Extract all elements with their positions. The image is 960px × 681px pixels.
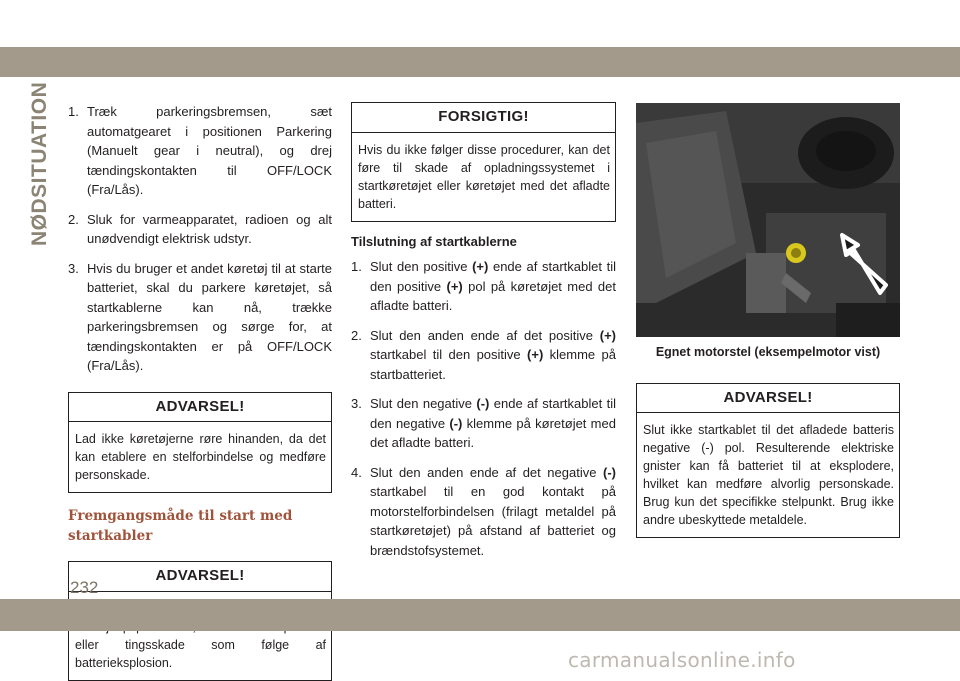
watermark: carmanualsonline.info [568,648,796,672]
warning-title: ADVARSEL! [637,384,899,414]
step-text: Sluk for varmeapparatet, radioen og alt unødvendigt elektrisk udstyr. [87,211,332,246]
warning-title: ADVARSEL! [69,562,331,592]
polarity-mark: (+) [527,347,544,362]
polarity-mark: (+) [446,278,463,294]
section-side-label: NØDSITUATION [28,81,51,246]
caution-box [351,102,616,222]
text-fragment: pol på køretøjet med det afladte batteri. [370,278,616,313]
text-fragment: klemme på køretøjet med det afladte batteri. [370,415,616,450]
text-fragment: Slut den positive [370,259,473,274]
step-text [370,326,616,385]
text-fragment: ende af startkablet til den positive [370,259,616,294]
step-number: 4. [351,464,362,480]
middle-column [351,102,616,570]
list-item [351,463,616,561]
polarity-mark: (+) [599,327,616,343]
text-fragment: klemme på startbatteriet. [370,347,616,382]
list-item [68,210,332,249]
warning-text: Slut ikke startkablet til det afladede batteris negative (-) pol. Resulterende elektriske gnister kan få batteriet til at eksplodere, hvilket kan medføre alvorlig personskade. Brug kun det specifikke stelpunkt. Brug ikke andre ubeskyttede metaldele. [643,423,894,527]
step-text: Træk parkeringsbremsen, sæt automatgearet i positionen Parkering (Manuelt gear i neutral), og drej tændingskontakten til OFF/LOCK (Fra/Lås). [87,104,332,197]
warning-title: ADVARSEL! [69,393,331,423]
photo-caption: Egnet motorstel (eksempelmotor vist) [655,345,881,359]
step-text [370,394,616,453]
warning-box [68,392,332,494]
step-number: 3. [351,396,362,411]
list-item [68,259,332,376]
warning-box [636,383,900,539]
list-item [351,326,616,385]
header-band [0,47,960,77]
engine-ground-photo [636,103,900,337]
step-text [370,463,616,561]
step-number: 2. [68,211,79,227]
right-column [636,103,900,538]
warning-text: eller tingsskade som følge af batterieksplosion. [75,637,326,670]
text-fragment: Slut den anden ende af det positive [370,327,600,343]
polarity-mark: (-) [603,464,616,480]
prep-steps-list [68,102,332,376]
step-number: 3. [68,260,79,276]
step-text [370,257,616,316]
section-subheading: Fremgangsmåde til start med startkabler [68,508,293,544]
section-subheading: Tilslutning af startkablerne [351,233,517,249]
list-item [351,257,616,316]
text-fragment: ende af startkablet til den negative [370,396,616,431]
step-text: Hvis du bruger et andet køretøj til at starte batteriet, skal du parkere køretøjet, så startkablerne kan nå, trække parkeringsbremsen og sørge for, at tændingskontakten er på OFF/LOCK (Fra/Lås). [87,260,332,373]
list-item [351,394,616,453]
caution-title: FORSIGTIG! [352,103,615,133]
footer-band [0,599,960,631]
caution-text: Hvis du ikke følger disse procedurer, kan det føre til skade af opladningssystemet i startkøretøjet eller køretøjet med det afladte batteri. [358,142,610,211]
connect-steps-list [351,257,616,560]
text-fragment: Slut den negative [370,396,477,411]
list-item [68,102,332,200]
polarity-mark: (-) [476,396,490,411]
warning-text: Lad ikke køretøjerne røre hinanden, da det kan etablere en stelforbindelse og medføre personskade. [75,432,326,482]
text-fragment: Slut den anden ende af det negative [370,464,603,480]
page-number: 232 [70,578,99,597]
step-number: 2. [351,327,362,343]
step-number: 1. [351,259,362,274]
step-number: 1. [68,104,79,119]
text-fragment: startkabel til den positive [370,347,528,362]
left-column [68,102,332,681]
polarity-mark: (+) [472,259,489,274]
text-fragment: startkabel til en god kontakt på motorstelforbindelsen (frilagt metaldel på startkøretøjet) på afstand af batteriet og brændstofsystemet. [370,484,616,558]
polarity-mark: (-) [449,415,463,431]
